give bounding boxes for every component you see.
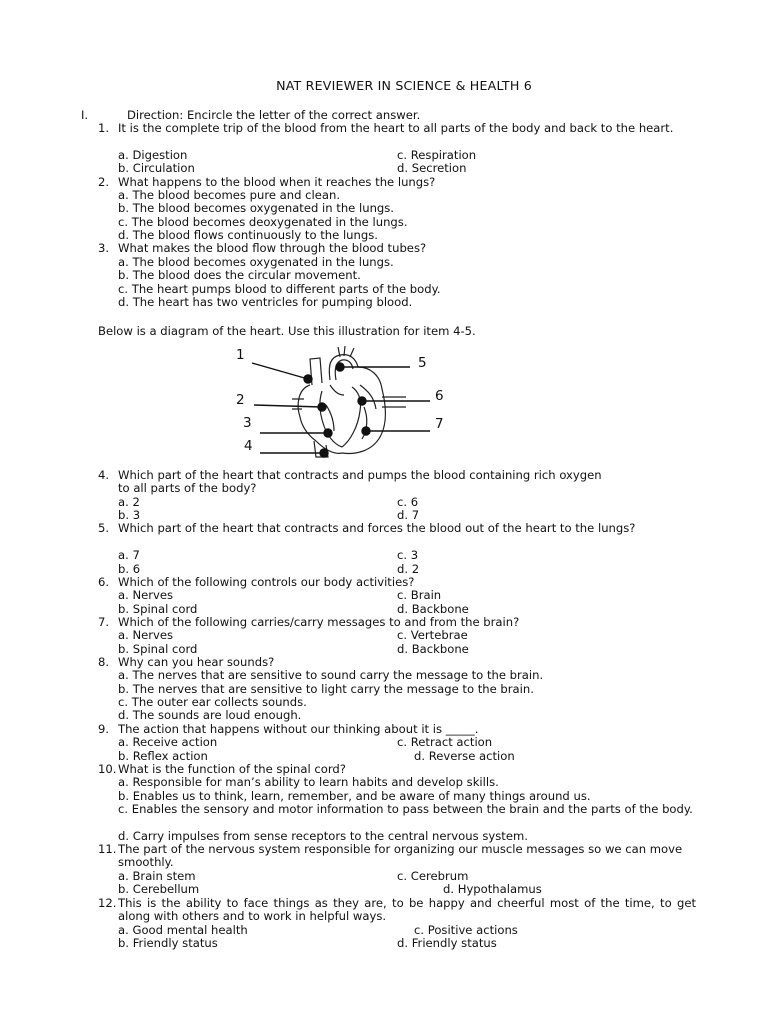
- option-d[interactable]: d. The heart has two ventricles for pumping blood.: [118, 295, 413, 309]
- option-d[interactable]: d. 2: [397, 562, 420, 576]
- question-text: What makes the blood flow through the blood tubes?: [118, 241, 427, 255]
- option-b[interactable]: b. The blood does the circular movement.: [118, 268, 361, 282]
- option-a[interactable]: a. 7: [118, 548, 140, 562]
- question-text: The action that happens without our thinking about it is _____.: [118, 722, 479, 736]
- question-number: 8.: [98, 655, 110, 669]
- question-number: 1.: [98, 121, 110, 135]
- option-a[interactable]: a. Good mental health: [118, 923, 248, 937]
- question-number: 7.: [98, 615, 110, 629]
- question-text: The part of the nervous system responsible for organizing our muscle messages so we can move smoothly.: [118, 842, 683, 870]
- option-c[interactable]: c. Enables the sensory and motor information to pass between the brain and the parts of the body.: [118, 802, 693, 816]
- option-a[interactable]: a. Brain stem: [118, 869, 196, 883]
- option-c[interactable]: c. The blood becomes deoxygenated in the lungs.: [118, 215, 408, 229]
- option-d[interactable]: d. Backbone: [397, 602, 469, 616]
- option-d[interactable]: d. Reverse action: [414, 749, 515, 763]
- question-text: This is the ability to face things as they are, to be happy and cheerful most of the time, to get along with others and to work in helpful ways.: [118, 896, 696, 924]
- option-a[interactable]: a. Nerves: [118, 588, 174, 602]
- question-number: 4.: [98, 468, 110, 482]
- question-text: What happens to the blood when it reaches the lungs?: [118, 175, 436, 189]
- option-b[interactable]: b. The blood becomes oxygenated in the lungs.: [118, 201, 394, 215]
- question-text: Why can you hear sounds?: [118, 655, 275, 669]
- question-number: 3.: [98, 241, 110, 255]
- option-b[interactable]: b. 6: [118, 562, 141, 576]
- option-a[interactable]: a. The blood becomes pure and clean.: [118, 188, 341, 202]
- option-c[interactable]: c. 3: [397, 548, 419, 562]
- question-number: 6.: [98, 575, 110, 589]
- option-c[interactable]: c. The heart pumps blood to different parts of the body.: [118, 282, 441, 296]
- diagram-intro: Below is a diagram of the heart. Use this illustration for item 4-5.: [98, 324, 476, 338]
- page-title: NAT REVIEWER IN SCIENCE & HEALTH 6: [276, 78, 532, 93]
- section-direction: Direction: Encircle the letter of the correct answer.: [127, 108, 421, 122]
- heart-label-6: 6: [435, 388, 444, 404]
- option-b[interactable]: b. Enables us to think, learn, remember, and be aware of many things around us.: [118, 789, 591, 803]
- option-d[interactable]: d. Secretion: [397, 161, 467, 175]
- option-a[interactable]: a. 2: [118, 495, 140, 509]
- question-number: 2.: [98, 175, 110, 189]
- question-number: 5.: [98, 521, 110, 535]
- question-text: Which part of the heart that contracts and forces the blood out of the heart to the lungs?: [118, 521, 636, 535]
- option-d[interactable]: d. Hypothalamus: [443, 882, 542, 896]
- option-c[interactable]: c. 6: [397, 495, 419, 509]
- option-b[interactable]: b. Reflex action: [118, 749, 208, 763]
- option-d[interactable]: d. The sounds are loud enough.: [118, 708, 302, 722]
- section-numeral: I.: [81, 108, 89, 122]
- heart-diagram: [230, 345, 460, 465]
- option-d[interactable]: d. 7: [397, 508, 420, 522]
- question-text: Which of the following controls our body activities?: [118, 575, 415, 589]
- question-text: Which of the following carries/carry messages to and from the brain?: [118, 615, 520, 629]
- option-a[interactable]: a. Digestion: [118, 148, 188, 162]
- option-b[interactable]: b. Friendly status: [118, 936, 218, 950]
- option-b[interactable]: b. 3: [118, 508, 141, 522]
- question-number: 11.: [98, 842, 117, 856]
- option-c[interactable]: c. Vertebrae: [397, 628, 468, 642]
- option-b[interactable]: b. Spinal cord: [118, 642, 198, 656]
- option-a[interactable]: a. The nerves that are sensitive to sound carry the message to the brain.: [118, 668, 544, 682]
- question-number: 10.: [98, 762, 117, 776]
- option-d[interactable]: d. Friendly status: [397, 936, 497, 950]
- option-b[interactable]: b. The nerves that are sensitive to light carry the message to the brain.: [118, 682, 534, 696]
- option-b[interactable]: b. Cerebellum: [118, 882, 200, 896]
- option-a[interactable]: a. The blood becomes oxygenated in the lungs.: [118, 255, 394, 269]
- option-a[interactable]: a. Responsible for man’s ability to learn habits and develop skills.: [118, 775, 499, 789]
- question-text-cont: to all parts of the body?: [118, 481, 257, 495]
- option-d[interactable]: d. Carry impulses from sense receptors to the central nervous system.: [118, 829, 528, 843]
- heart-label-3: 3: [243, 415, 252, 431]
- option-c[interactable]: c. Brain: [397, 588, 442, 602]
- option-d[interactable]: d. The blood flows continuously to the lungs.: [118, 228, 378, 242]
- option-c[interactable]: c. The outer ear collects sounds.: [118, 695, 307, 709]
- option-c[interactable]: c. Positive actions: [414, 923, 518, 937]
- question-text: It is the complete trip of the blood from the heart to all parts of the body and back to the heart.: [118, 121, 674, 135]
- option-c[interactable]: c. Cerebrum: [397, 869, 469, 883]
- option-d[interactable]: d. Backbone: [397, 642, 469, 656]
- question-number: 9.: [98, 722, 110, 736]
- option-a[interactable]: a. Receive action: [118, 735, 218, 749]
- heart-label-5: 5: [418, 355, 427, 371]
- question-text: What is the function of the spinal cord?: [118, 762, 346, 776]
- option-b[interactable]: b. Circulation: [118, 161, 195, 175]
- option-b[interactable]: b. Spinal cord: [118, 602, 198, 616]
- option-c[interactable]: c. Retract action: [397, 735, 493, 749]
- heart-label-2: 2: [236, 392, 245, 408]
- heart-label-1: 1: [236, 347, 245, 363]
- heart-label-4: 4: [244, 438, 253, 454]
- question-text: Which part of the heart that contracts and pumps the blood containing rich oxygen: [118, 468, 602, 482]
- option-a[interactable]: a. Nerves: [118, 628, 174, 642]
- option-c[interactable]: c. Respiration: [397, 148, 477, 162]
- question-number: 12.: [98, 896, 117, 910]
- heart-label-7: 7: [435, 416, 444, 432]
